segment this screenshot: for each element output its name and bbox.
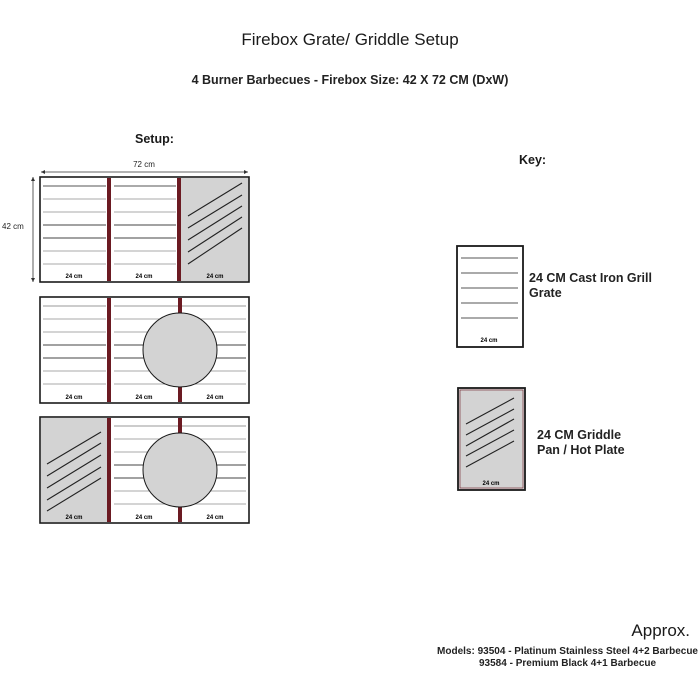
config-2 bbox=[40, 297, 249, 403]
setup-heading: Setup: bbox=[135, 132, 174, 146]
depth-dimension bbox=[2, 177, 35, 282]
page-subtitle: 4 Burner Barbecues - Firebox Size: 42 X 72 CM (DxW) bbox=[191, 73, 509, 87]
section-label: 24 cm bbox=[65, 274, 83, 280]
key-heading: Key: bbox=[519, 153, 547, 167]
key-griddle-symbol bbox=[458, 388, 525, 490]
approx-note: Approx. bbox=[631, 621, 690, 640]
section-label: 24 cm bbox=[135, 274, 153, 280]
section-label: 24 cm bbox=[206, 515, 224, 521]
page-title: Firebox Grate/ Griddle Setup bbox=[241, 30, 459, 49]
models-note bbox=[437, 646, 698, 670]
key-grill-size: 24 cm bbox=[480, 338, 498, 344]
models-line-1: Models: 93504 - Platinum Stainless Steel 4+2 Barbecue bbox=[437, 646, 698, 657]
config-1 bbox=[40, 177, 249, 282]
key-griddle-line2: Pan / Hot Plate bbox=[537, 443, 625, 457]
key-griddle-size: 24 cm bbox=[482, 481, 500, 487]
models-line-2: 93584 - Premium Black 4+1 Barbecue bbox=[479, 658, 657, 669]
key-grill-line2: Grate bbox=[529, 286, 562, 300]
config-3 bbox=[40, 417, 249, 523]
key-grill-symbol bbox=[457, 246, 523, 347]
key-griddle-line1: 24 CM Griddle bbox=[537, 428, 622, 442]
section-label: 24 cm bbox=[65, 395, 83, 401]
key-griddle-description bbox=[537, 428, 625, 458]
width-label: 72 cm bbox=[133, 160, 155, 169]
section-label: 24 cm bbox=[206, 274, 224, 280]
width-dimension bbox=[41, 160, 248, 174]
key-grill-line1: 24 CM Cast Iron Grill bbox=[529, 271, 652, 285]
section-label: 24 cm bbox=[135, 515, 153, 521]
section-label: 24 cm bbox=[206, 395, 224, 401]
section-label: 24 cm bbox=[135, 395, 153, 401]
section-label: 24 cm bbox=[65, 515, 83, 521]
key-grill-description bbox=[529, 271, 652, 301]
depth-label: 42 cm bbox=[2, 222, 24, 231]
